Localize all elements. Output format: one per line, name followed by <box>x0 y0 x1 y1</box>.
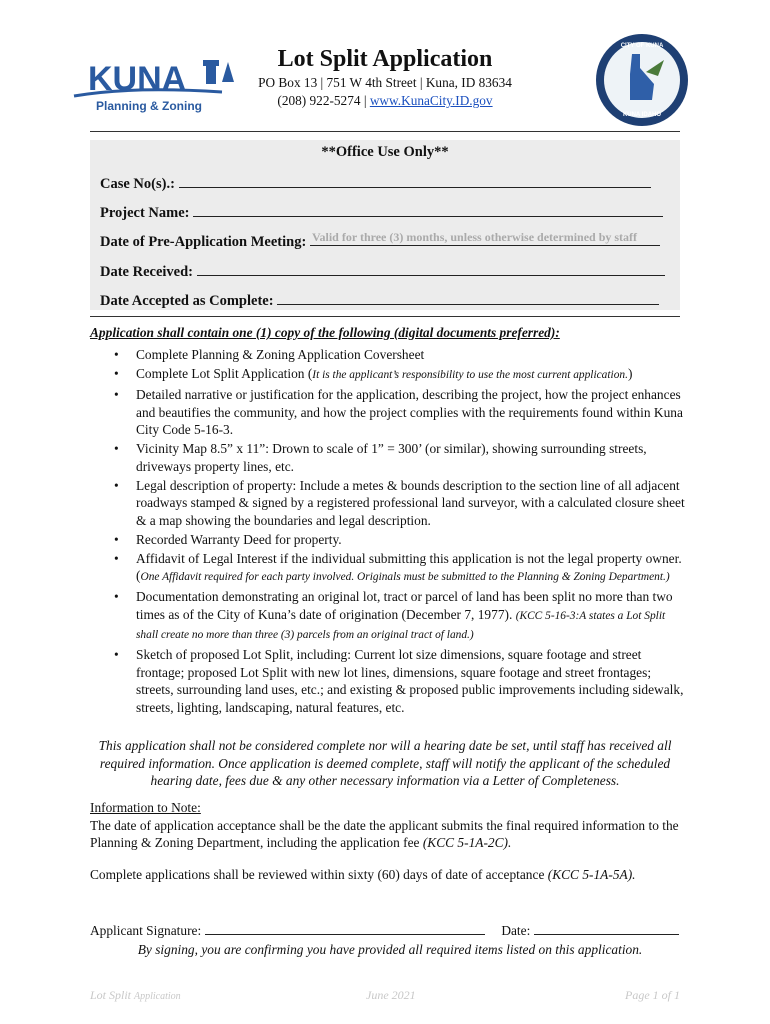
document-header <box>250 44 520 110</box>
contact-line <box>250 92 520 110</box>
requirement-tail: ) <box>627 366 633 381</box>
office-use-box <box>90 131 680 317</box>
requirement-item <box>90 646 690 716</box>
preapp-meeting-row <box>100 231 660 251</box>
requirement-item <box>90 550 690 587</box>
requirement-item <box>90 365 690 385</box>
info-heading: Information to Note: <box>90 800 201 815</box>
info-acceptance-text: The date of application acceptance shall be the date the applicant submits the final required information to the Planning & Zoning Department, including the application fee <box>90 817 679 850</box>
preapp-meeting-field[interactable] <box>310 231 660 246</box>
project-name-label: Project Name: <box>100 205 190 221</box>
project-name-row <box>100 202 663 222</box>
logo-wordmark: KUNA <box>88 60 187 98</box>
seal-bottom-text: KUNA IDAHO <box>622 112 662 118</box>
website-link[interactable]: www.KunaCity.ID.gov <box>369 93 493 108</box>
requirement-text: Affidavit of Legal Interest if the individual submitting this application is not the legal property owner. ( <box>136 550 682 583</box>
requirement-item <box>90 477 690 530</box>
preapp-meeting-label: Date of Pre-Application Meeting: <box>100 234 307 250</box>
requirements-intro: Application shall contain one (1) copy of the following (digital documents preferred): <box>90 325 560 340</box>
footer-doc-subtitle: Application <box>134 991 181 1002</box>
date-received-row <box>100 261 665 281</box>
case-number-label: Case No(s).: <box>100 176 175 192</box>
signature-section <box>90 922 690 958</box>
preapp-meeting-placeholder: Valid for three (3) months, unless otherwise determined by staff <box>311 230 638 244</box>
information-section <box>90 799 690 883</box>
date-accepted-row <box>100 290 659 310</box>
requirement-item <box>90 588 690 645</box>
date-received-field[interactable] <box>197 261 665 276</box>
info-review-text: Complete applications shall be reviewed within sixty (60) days of date of acceptance <box>90 866 548 882</box>
case-number-field[interactable] <box>179 173 651 188</box>
phone-number: (208) 922-5274 | <box>277 93 367 108</box>
date-accepted-label: Date Accepted as Complete: <box>100 293 274 309</box>
signature-label: Applicant Signature: <box>90 923 202 938</box>
requirement-item <box>90 386 690 439</box>
footer-doc-name <box>90 988 181 1003</box>
requirement-text: Recorded Warranty Deed for property. <box>136 531 342 547</box>
info-paragraph-review <box>90 866 690 884</box>
requirement-item <box>90 346 690 364</box>
requirement-item <box>90 531 690 549</box>
date-label: Date: <box>501 923 531 938</box>
footer-date: June 2021 <box>366 988 416 1002</box>
page-title: Lot Split Application <box>277 46 493 72</box>
project-name-field[interactable] <box>193 202 663 217</box>
office-use-heading: **Office Use Only** <box>321 144 449 160</box>
case-number-row <box>100 173 651 193</box>
signature-date-field[interactable] <box>534 922 679 935</box>
office-box-shading <box>90 140 680 310</box>
info-paragraph-acceptance <box>90 817 690 852</box>
requirement-text: Detailed narrative or justification for the application, describing the project, how the project enhances and beautifies the community, and how the project complies with the requirements found within Kuna City Code 5-16-3. <box>136 387 683 437</box>
requirement-text: Complete Planning & Zoning Application Coversheet <box>136 347 425 362</box>
footer-page-number: Page 1 of 1 <box>625 988 680 1002</box>
requirement-text: Documentation demonstrating an original lot, tract or parcel of land has been split no more than two times as of the City of Kuna’s date of origination (December 7, 1977). <box>136 589 673 622</box>
signature-confirmation: By signing, you are confirming you have provided all required items listed on this application. <box>137 942 643 957</box>
info-review-ref: (KCC 5-1A-5A). <box>547 866 636 882</box>
mailing-address: PO Box 13 | 751 W 4th Street | Kuna, ID 83634 <box>258 75 512 90</box>
completeness-notice: This application shall not be considered complete nor will a hearing date be set, until staff has received all required information. Once application is deemed complete, staff will notify the applicant of the scheduled hearing date, fees due & any other necessary information via a Letter of Completeness. <box>98 738 672 788</box>
requirement-note: (KCC 5-16-3:A states a Lot Split shall create no more than three (3) parcels from an original tract of land.) <box>136 609 666 641</box>
requirement-text: Vicinity Map 8.5” x 11”: Drown to scale of 1” = 300’ (or similar), showing surrounding streets, driveways property lines, etc. <box>136 441 647 474</box>
requirement-text: Legal description of property: Include a metes & bounds description to the section line of all adjacent roadways stamped & signed by a registered professional land surveyor, with a calculated closure sheet & a map showing the boundaries and legal description. <box>136 477 685 528</box>
requirement-note: It is the applicant’s responsibility to use the most current application. <box>312 369 628 381</box>
logo-subtitle: Planning & Zoning <box>96 99 202 113</box>
city-seal <box>594 32 690 128</box>
seal-top-text: CITY OF KUNA <box>620 43 664 49</box>
footer-doc-title: Lot Split <box>90 988 132 1002</box>
requirement-item <box>90 440 690 475</box>
requirement-text: Sketch of proposed Lot Split, including: Current lot size dimensions, square footage and street frontage; proposed Lot Split with new lot lines, dimensions, square footage and street frontages; streets, surrounding land uses, etc.; and existing & proposed public improvements including sidewalk, streets, lighting, landscaping, natural features, etc. <box>136 647 684 715</box>
signature-field[interactable] <box>205 922 485 935</box>
date-accepted-field[interactable] <box>277 290 659 305</box>
requirement-note: One Affidavit required for each party involved. Originals must be submitted to the Planning & Zoning Department.) <box>140 571 670 583</box>
info-acceptance-ref: (KCC 5-1A-2C). <box>422 835 512 850</box>
date-received-label: Date Received: <box>100 264 193 280</box>
kuna-logo <box>72 52 242 116</box>
requirements-list <box>90 346 690 718</box>
requirement-text: Complete Lot Split Application ( <box>136 366 313 381</box>
